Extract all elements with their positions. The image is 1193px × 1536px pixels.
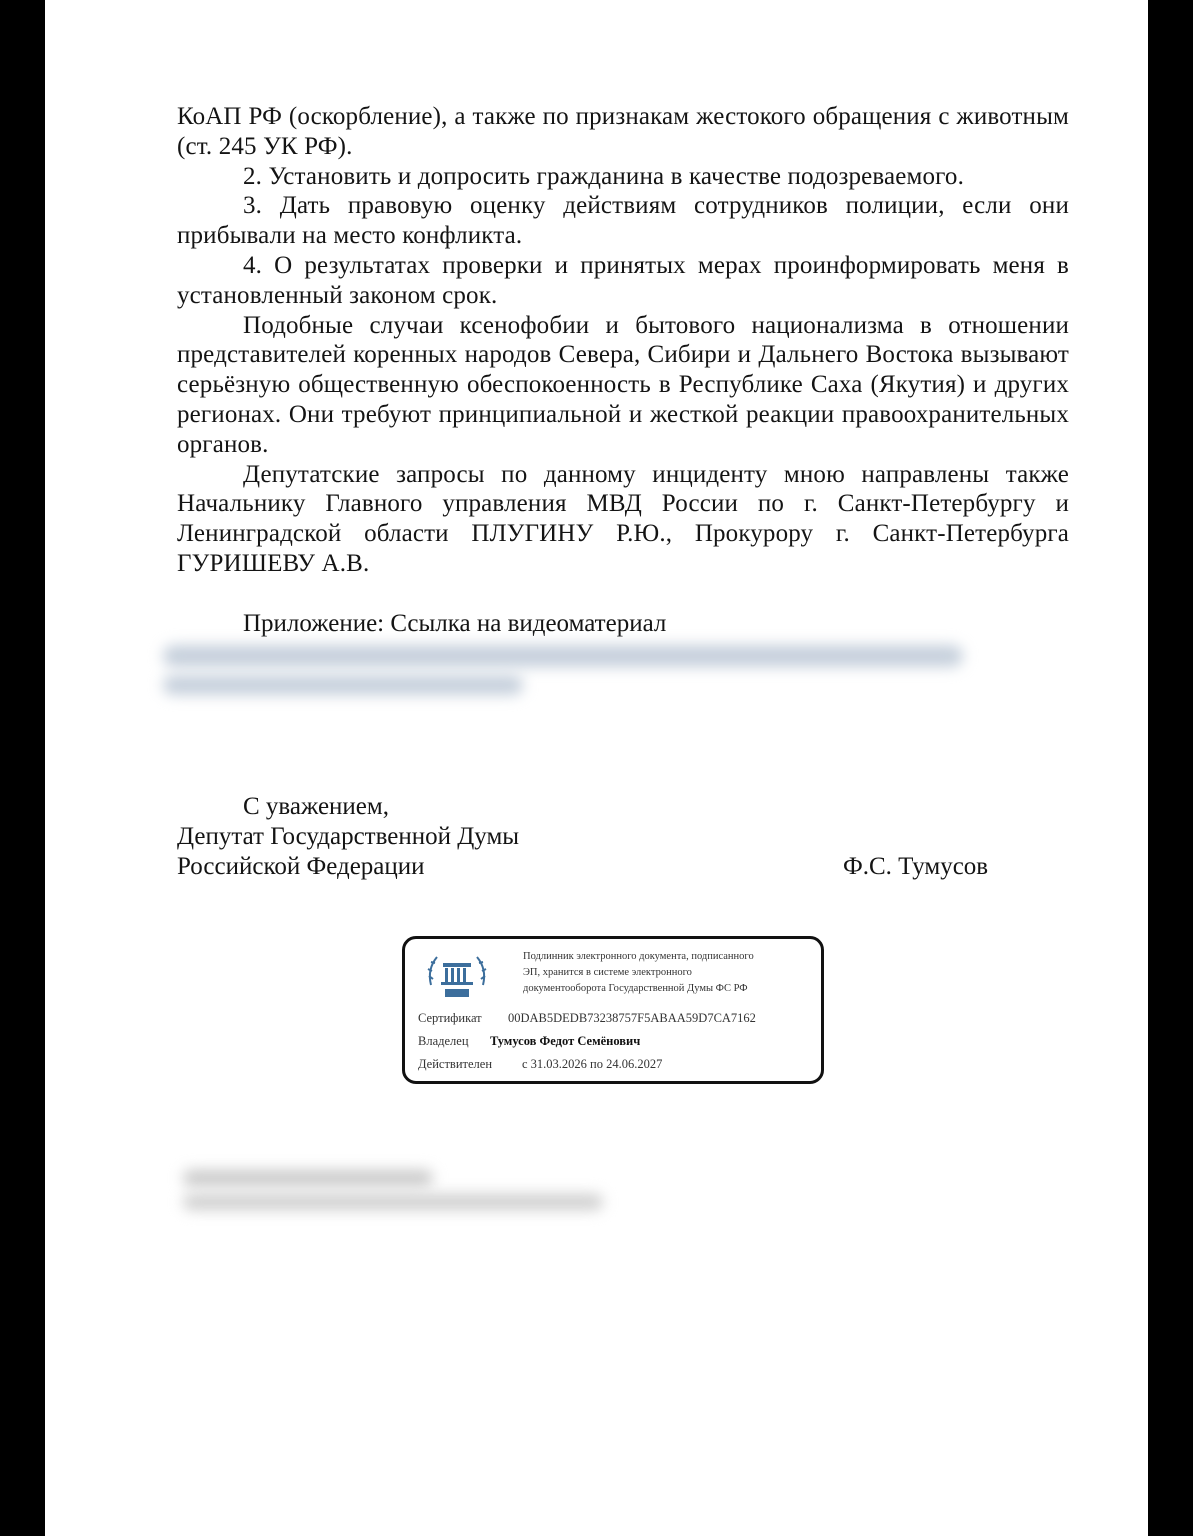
attachment-label: Приложение: Ссылка на видеоматериал	[243, 610, 667, 637]
owner-row	[418, 1033, 640, 1049]
signature-block	[177, 792, 1007, 882]
signer-title-row	[177, 852, 1007, 882]
stamp-header	[523, 949, 813, 997]
certificate-value: 00DAB5DEDB73238757F5ABAA59D7CA7162	[508, 1011, 756, 1025]
paragraph-item-4: 4. О результатах проверки и принятых мерах проинформировать меня в установленный законом срок.	[177, 251, 1069, 309]
signer-title-line2: Российской Федерации	[177, 853, 425, 880]
closing-phrase: С уважением,	[243, 793, 389, 820]
paragraph-continuation: КоАП РФ (оскорбление), а также по признакам жестокого обращения с животным (ст. 245 УК РФ).	[177, 103, 1069, 160]
signer-title-line1: Депутат Государственной Думы	[177, 823, 520, 850]
validity-label: Действителен	[418, 1057, 493, 1071]
letter-body	[177, 102, 1069, 579]
validity-value: с 31.03.2026 по 24.06.2027	[522, 1057, 663, 1071]
state-duma-emblem-icon	[423, 949, 491, 1003]
document-page	[45, 0, 1148, 1536]
stamp-header-line3: документооборота Государственной Думы ФС РФ	[523, 983, 748, 994]
paragraph-item-2: 2. Установить и допросить гражданина в качестве подозреваемого.	[243, 162, 964, 190]
stamp-header-line1: Подлинник электронного документа, подписанного	[523, 951, 754, 962]
redacted-footer-line2	[183, 1194, 603, 1210]
redacted-footer-line1	[183, 1170, 433, 1186]
owner-value: Тумусов Федот Семёнович	[490, 1034, 641, 1048]
paragraph-requests: Депутатские запросы по данному инциденту мною направлены также Начальнику Главного управления МВД России по г. Санкт-Петербургу и Ленинградской области ПЛУГИНУ Р.Ю., Прокурору г. Санкт-Петербурга ГУРИШЕВУ А.В.	[177, 460, 1069, 577]
stamp-header-line2: ЭП, хранится в системе электронного	[523, 967, 692, 978]
paragraph-item-3: 3. Дать правовую оценку действиям сотрудников полиции, если они прибывали на место конфликта.	[177, 192, 1069, 250]
certificate-row	[418, 1010, 756, 1026]
redacted-link	[163, 645, 963, 667]
owner-label: Владелец	[418, 1034, 469, 1048]
electronic-signature-stamp	[402, 936, 824, 1084]
paragraph-concern: Подобные случаи ксенофобии и бытового национализма в отношении представителей коренных народов Севера, Сибири и Дальнего Востока вызывают серьёзную общественную обеспокоенность в Республике Саха (Якутия) и других регионах. Они требуют принципиальной и жесткой реакции правоохранительных органов.	[177, 311, 1069, 458]
signer-name: Ф.С. Тумусов	[843, 853, 989, 880]
validity-row	[418, 1056, 662, 1072]
certificate-label: Сертификат	[418, 1011, 482, 1025]
redacted-link-part	[163, 675, 523, 695]
